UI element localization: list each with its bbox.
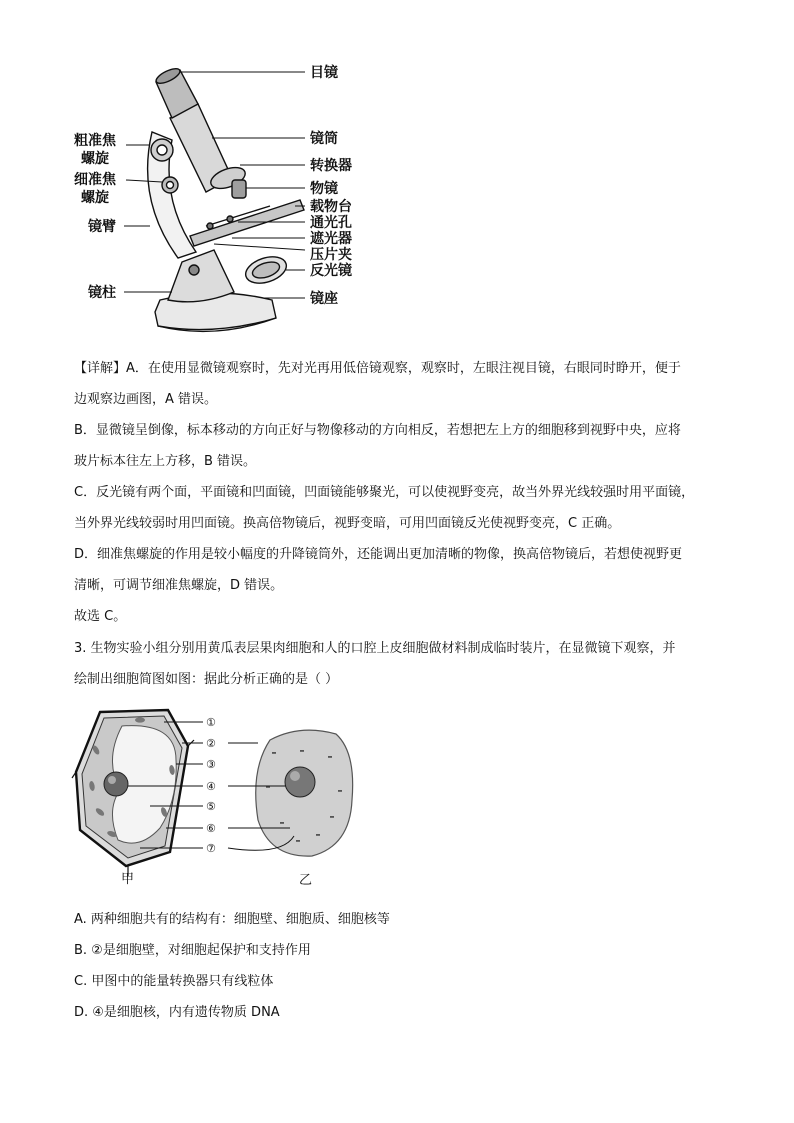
question3-stem <box>74 633 726 695</box>
explanation-answer: 故选 C。 <box>74 609 127 624</box>
option-a: A. 两种细胞共有的结构有：细胞壁、细胞质、细胞核等 <box>74 912 390 927</box>
animal-nucleus-shape <box>285 767 315 797</box>
plant-nucleus-shape <box>104 772 128 796</box>
label-pillar: 镜柱 <box>88 285 116 301</box>
marker-4: ④ <box>206 780 216 793</box>
caption-animal-cell: 乙 <box>299 873 313 888</box>
marker-7: ⑦ <box>206 842 216 855</box>
label-aperture: 通光孔 <box>310 215 352 231</box>
label-fine-1: 细准焦 <box>74 172 116 188</box>
marker-1: ① <box>206 716 216 729</box>
option-d: D. ④是细胞核，内有遗传物质 DNA <box>74 1005 280 1020</box>
explanation-d-line2: 清晰，可调节细准焦螺旋，D 错误。 <box>74 578 284 593</box>
label-revolver: 转换器 <box>310 158 352 174</box>
objective-shape <box>232 180 246 198</box>
label-eyepiece: 目镜 <box>310 65 338 81</box>
option-c: C. 甲图中的能量转换器只有线粒体 <box>74 974 274 989</box>
plant-cell <box>72 710 194 876</box>
explanation-b-line1: B．显微镜呈倒像，标本移动的方向正好与物像移动的方向相反，若想把左上方的细胞移到视野中央，应将 <box>74 423 681 438</box>
question3-stem-line2: 绘制出细胞简图如图：据此分析正确的是（ ） <box>74 672 339 687</box>
label-fine-2: 螺旋 <box>81 190 109 206</box>
label-coarse-1: 粗准焦 <box>74 133 116 149</box>
microscope-diagram <box>70 62 370 342</box>
marker-5: ⑤ <box>206 800 216 813</box>
label-clip: 压片夹 <box>310 247 352 263</box>
explanation-c-line2: 当外界光线较弱时用凹面镜。换高倍物镜后，视野变暗，可用凹面镜反光使视野变亮，C 正确。 <box>74 516 621 531</box>
label-base: 镜座 <box>310 291 338 307</box>
label-mirror: 反光镜 <box>310 263 352 279</box>
marker-2: ② <box>206 737 216 750</box>
label-arm: 镜臂 <box>88 219 116 235</box>
caption-plant-cell: 甲 <box>121 872 135 887</box>
explanation-c-line1: C．反光镜有两个面，平面镜和凹面镜，凹面镜能够聚光，可以使视野变亮，故当外界光线较强时用平面镜， <box>74 485 695 500</box>
explanation-block <box>74 353 726 632</box>
question3-options <box>74 904 726 1028</box>
explanation-a-line1: 【详解】A．在使用显微镜观察时，先对光再用低倍镜观察，观察时，左眼注视目镜，右眼同时睁开，便于 <box>74 361 681 376</box>
label-stage: 载物台 <box>310 199 352 215</box>
label-coarse-2: 螺旋 <box>81 151 109 167</box>
cell-diagram <box>70 700 370 890</box>
explanation-d-line1: D．细准焦螺旋的作用是较小幅度的升降镜筒外，还能调出更加清晰的物像，换高倍物镜后，若想使视野更 <box>74 547 683 562</box>
marker-3: ③ <box>206 758 216 771</box>
label-diaphragm: 遮光器 <box>310 231 352 247</box>
stage-shape <box>190 200 304 246</box>
marker-6: ⑥ <box>206 822 216 835</box>
option-b: B. ②是细胞壁，对细胞起保护和支持作用 <box>74 943 311 958</box>
label-objective: 物镜 <box>310 181 338 197</box>
explanation-a-line2: 边观察边画图，A 错误。 <box>74 392 218 407</box>
question3-stem-line1: 3. 生物实验小组分别用黄瓜表层果肉细胞和人的口腔上皮细胞做材料制成临时装片，在显微镜下观察，并 <box>74 641 676 656</box>
explanation-b-line2: 玻片标本往左上方移，B 错误。 <box>74 454 257 469</box>
label-tube: 镜筒 <box>310 131 338 147</box>
animal-cell <box>256 730 353 856</box>
